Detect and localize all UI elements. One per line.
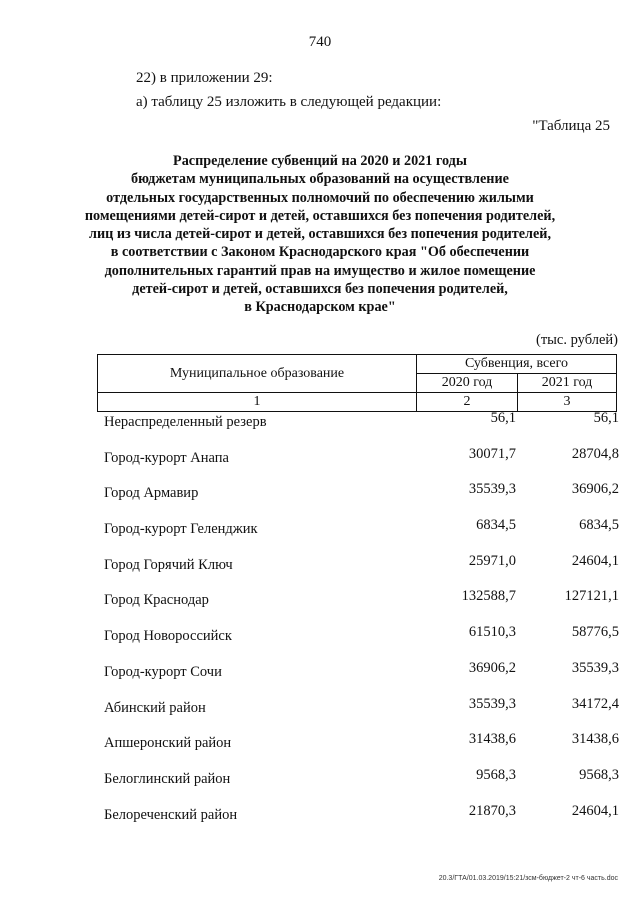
title-line: дополнительных гарантий прав на имущество и жилое помещение xyxy=(104,262,536,279)
row-municipality: Город Армавир xyxy=(104,485,199,502)
row-value-2021: 6834,5 xyxy=(579,517,619,534)
header-2020: 2020 год xyxy=(417,374,518,393)
page-number: 740 xyxy=(308,34,332,50)
table-body xyxy=(104,410,619,842)
title-line: в соответствии с Законом Краснодарского края "Об обеспечении xyxy=(110,244,530,261)
row-value-2021: 31438,6 xyxy=(571,731,619,748)
row-value-2021: 34172,4 xyxy=(571,695,619,712)
table-row xyxy=(104,695,619,736)
title-line: Распределение субвенций на 2020 и 2021 годы xyxy=(173,153,467,169)
table-header xyxy=(97,354,617,412)
row-value-2021: 36906,2 xyxy=(571,481,619,498)
row-value-2021: 28704,8 xyxy=(571,445,619,462)
title-line: в Краснодарском крае" xyxy=(244,299,396,316)
row-value-2020: 9568,3 xyxy=(476,766,516,783)
row-municipality: Апшеронский район xyxy=(104,735,232,752)
row-value-2021: 56,1 xyxy=(593,410,619,426)
header-subvention: Субвенция, всего xyxy=(417,355,617,374)
row-value-2021: 35539,3 xyxy=(571,659,619,676)
table-row xyxy=(104,731,619,771)
header-num-3: 3 xyxy=(518,393,617,412)
header-num-2: 2 xyxy=(417,393,518,412)
row-municipality: Город-курорт Сочи xyxy=(104,663,222,680)
row-value-2020: 6834,5 xyxy=(476,517,516,534)
row-municipality: Абинский район xyxy=(104,699,206,716)
row-value-2021: 58776,5 xyxy=(571,624,619,641)
row-value-2020: 61510,3 xyxy=(468,624,516,641)
header-num-1: 1 xyxy=(98,393,417,412)
table-row xyxy=(104,445,619,486)
intro-line-2: а) таблицу 25 изложить в следующей редакции: xyxy=(136,94,442,110)
row-value-2020: 56,1 xyxy=(490,410,516,426)
row-value-2021: 127121,1 xyxy=(564,588,619,605)
table-row xyxy=(104,517,619,557)
row-municipality: Город Новороссийск xyxy=(104,628,232,645)
table-row xyxy=(104,588,619,628)
row-municipality: Белоглинский район xyxy=(104,770,231,787)
header-2021: 2021 год xyxy=(518,374,617,393)
intro-line-1: 22) в приложении 29: xyxy=(136,70,273,86)
table-row xyxy=(104,410,619,450)
table-row xyxy=(104,802,619,843)
row-value-2020: 21870,3 xyxy=(468,802,516,819)
row-value-2020: 132588,7 xyxy=(461,588,516,605)
row-value-2021: 24604,1 xyxy=(571,802,619,819)
row-municipality: Город Краснодар xyxy=(104,592,209,609)
row-value-2020: 25971,0 xyxy=(468,552,516,569)
row-value-2020: 36906,2 xyxy=(468,659,516,676)
row-value-2021: 24604,1 xyxy=(571,552,619,569)
document-footer: 20.3/ГТА/01.03.2019/15:21/зсм-бюджет-2 чт-6 часть.doc xyxy=(438,875,618,882)
title-line: лиц из числа детей-сирот и детей, оставшихся без попечения родителей, xyxy=(88,226,552,243)
table-row xyxy=(104,624,619,664)
title-line: бюджетам муниципальных образований на осуществление xyxy=(131,171,509,188)
table-row xyxy=(104,481,619,521)
table-title xyxy=(80,152,560,317)
table-row xyxy=(104,552,619,593)
row-municipality: Нераспределенный резерв xyxy=(104,414,267,430)
row-municipality: Белореченский район xyxy=(104,806,238,823)
units-label: (тыс. рублей) xyxy=(536,332,618,348)
row-municipality: Город-курорт Геленджик xyxy=(104,521,258,538)
title-line: отдельных государственных полномочий по обеспечению жилыми xyxy=(106,189,534,206)
row-value-2020: 30071,7 xyxy=(468,445,516,462)
table-label: "Таблица 25 xyxy=(532,118,610,134)
header-municipality: Муниципальное образование xyxy=(98,355,417,393)
row-value-2021: 9568,3 xyxy=(579,766,619,783)
table-row xyxy=(104,659,619,700)
row-value-2020: 35539,3 xyxy=(468,481,516,498)
row-value-2020: 31438,6 xyxy=(468,731,516,748)
title-line: детей-сирот и детей, оставшихся без попечения родителей, xyxy=(132,281,508,298)
title-line: помещениями детей-сирот и детей, оставшихся без попечения родителей, xyxy=(84,207,556,224)
row-value-2020: 35539,3 xyxy=(468,695,516,712)
table-row xyxy=(104,766,619,807)
row-municipality: Город Горячий Ключ xyxy=(104,556,233,573)
row-municipality: Город-курорт Анапа xyxy=(104,449,229,466)
